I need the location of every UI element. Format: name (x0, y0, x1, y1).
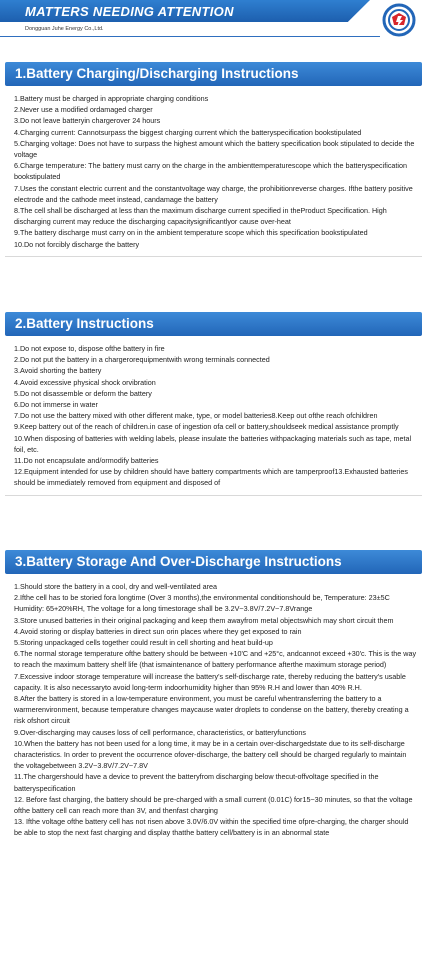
list-item: 4.Charging current: Cannotsurpass the biggest charging current which the batteryspecification bookstipulated (14, 127, 362, 137)
instruction-list (0, 343, 427, 489)
section-charging (0, 62, 427, 257)
list-item: 2.Ifthe cell has to be storied fora longtime (Over 3 months),the environmental conditionshould be, Temperature: 23±5C Humidity: 65+20%RH, The voltage for a long timestorage shall be 3.2V~3.8V/7.2V~7.8Vrange (14, 593, 390, 614)
list-item: 8.The cell shall be discharged at less than the maximum discharge current specified in theProduct Specification. High discharging current may reduce the discharging capacitysignificantlyor cause over-heat (14, 206, 387, 227)
list-item: 7.Uses the constant electric current and the constantvoltage way charge, the prohibitionreverse charges. Ifthe battery positive electrode and the cathode meet instead, candamage the battery (14, 183, 413, 204)
list-item: 9.The battery discharge must carry on in the ambient temperature scope which this specification bookstipulated (14, 228, 368, 238)
section-battery (0, 312, 427, 496)
section-divider (5, 495, 422, 496)
list-item: 9.Keep battery out of the reach of children.in case of ingestion ofa cell or battery,shouldseek medical assistance promptly (14, 422, 399, 432)
instruction-list (0, 581, 427, 839)
list-item: 11.The chargershould have a device to prevent the batteryfrom discharging below thecut-offvoltage specified in the batteryspecification (14, 772, 379, 793)
list-item: 4.Avoid storing or display batteries in direct sun orin places where they get exposed to rain (14, 626, 302, 636)
list-item: 6.Charge temperature: The battery must carry on the charge in the ambienttemperaturescope which the batteryspecification bookstipulated (14, 161, 407, 182)
list-item: 7.Do not use the battery mixed with other different make, type, or model batteries8.Keep out ofthe reach ofchildren (14, 411, 378, 421)
list-item: 8.After the battery is stored in a low-temperature environment, you must be careful whentransferring the battery to a warmerenvironment, because temperature changes maycause water droplets to condense on the battery, thereby creating a risk ofshort circuit (14, 694, 409, 726)
list-item: 10.When disposing of batteries with welding labels, please insulate the batteries withpackaging materials such as tape, metal foil, etc. (14, 433, 412, 454)
list-item: 1.Should store the battery in a cool, dry and well-ventilated area (14, 582, 217, 591)
list-item: 3.Store unused batteries in their original packaging and keep them awayfrom metal objectswhich may short circuit them (14, 615, 394, 625)
list-item: 5.Charging voltage: Does not have to surpass the highest amount which the battery specification book stipulated to decide the voltage (14, 138, 415, 160)
section-storage (0, 550, 427, 839)
list-item: 7.Excessive indoor storage temperature will increase the battery's self-discharge rate, thereby reducing the battery's usable capacity. It is also necessaryto avoid long-term indoorhumidity higher than 95% R.H and lower than 40% R.H. (14, 671, 406, 692)
company-name: Dongguan Juhe Energy Co.,Ltd. (25, 26, 104, 32)
list-item: 2.Never use a modified ordamaged charger (14, 105, 153, 115)
list-item: 4.Avoid excessive physical shock orvibration (14, 377, 156, 387)
section-title: 1.Battery Charging/Discharging Instructions (5, 62, 422, 86)
list-item: 6.Do not immerse in water (14, 400, 98, 410)
list-item: 10.When the battery has not been used for a long time, it may be in a certain over-dischargedstate due to its self-discharge characteristics. In order to prevent the occurrence ofover-discharge, the battery cell should be charged regularly to maintain the voltagebetween 3.2V~3.8V/7.2V~7.8V (14, 738, 407, 771)
header-title: MATTERS NEEDING ATTENTION (25, 4, 234, 19)
page-header (0, 0, 427, 42)
list-item: 6.The normal storage temperature ofthe battery should be between +10'C and +25°c, andcannot exceed +30'c. This is the way to reach the maximum battery shelf life (that ismaintenance of battery performance afterthe maximum storage period) (14, 649, 417, 670)
list-item: 5.Do not disassemble or deform the battery (14, 388, 152, 398)
list-item: 10.Do not forcibly discharge the battery (14, 239, 140, 249)
list-item: 11.Do not encapsulate and/ormodify batteries (14, 456, 159, 466)
list-item: 13. Ifthe voltage ofthe battery cell has not risen above 3.0V/6.0V within the specified time ofpre-charging, the charger should be able to stop the next fast charging and display thatthe battery cell/battery is in an abnormal state (14, 817, 409, 838)
list-item: 3.Do not leave batteryin chargerover 24 hours (14, 116, 161, 126)
list-item: 2.Do not put the battery in a chargerorequipmentwith wrong terminals connected (14, 355, 270, 365)
list-item: 9.Over-discharging may causes loss of cell performance, characteristics, or batteryfunctions (14, 727, 307, 737)
list-item: 12. Before fast charging, the battery should be pre-charged with a small current (0.01C) for15~30 minutes, so that the voltage ofthe battery cell can reach more than 3V, and thenfast charging (14, 794, 413, 816)
header-divider (0, 36, 380, 37)
list-item: 12.Equipment intended for use by children should have battery compartments which are tamperproof13.Exhausted batteries should be immediately removed from equipment and disposed of (14, 467, 408, 488)
list-item: 1.Battery must be charged in appropriate charging conditions (14, 94, 209, 103)
section-title: 3.Battery Storage And Over-Discharge Instructions (5, 550, 422, 574)
section-divider (5, 256, 422, 257)
juhe-energy-logo-icon (382, 3, 416, 37)
list-item: 1.Do not expose to, dispose ofthe battery in fire (14, 344, 165, 353)
instruction-list (0, 93, 427, 250)
list-item: 5.Storing unpackaged cells together could result in cell shorting and heat build-up (14, 638, 273, 648)
section-title: 2.Battery Instructions (5, 312, 422, 336)
list-item: 3.Avoid shorting the battery (14, 366, 102, 376)
